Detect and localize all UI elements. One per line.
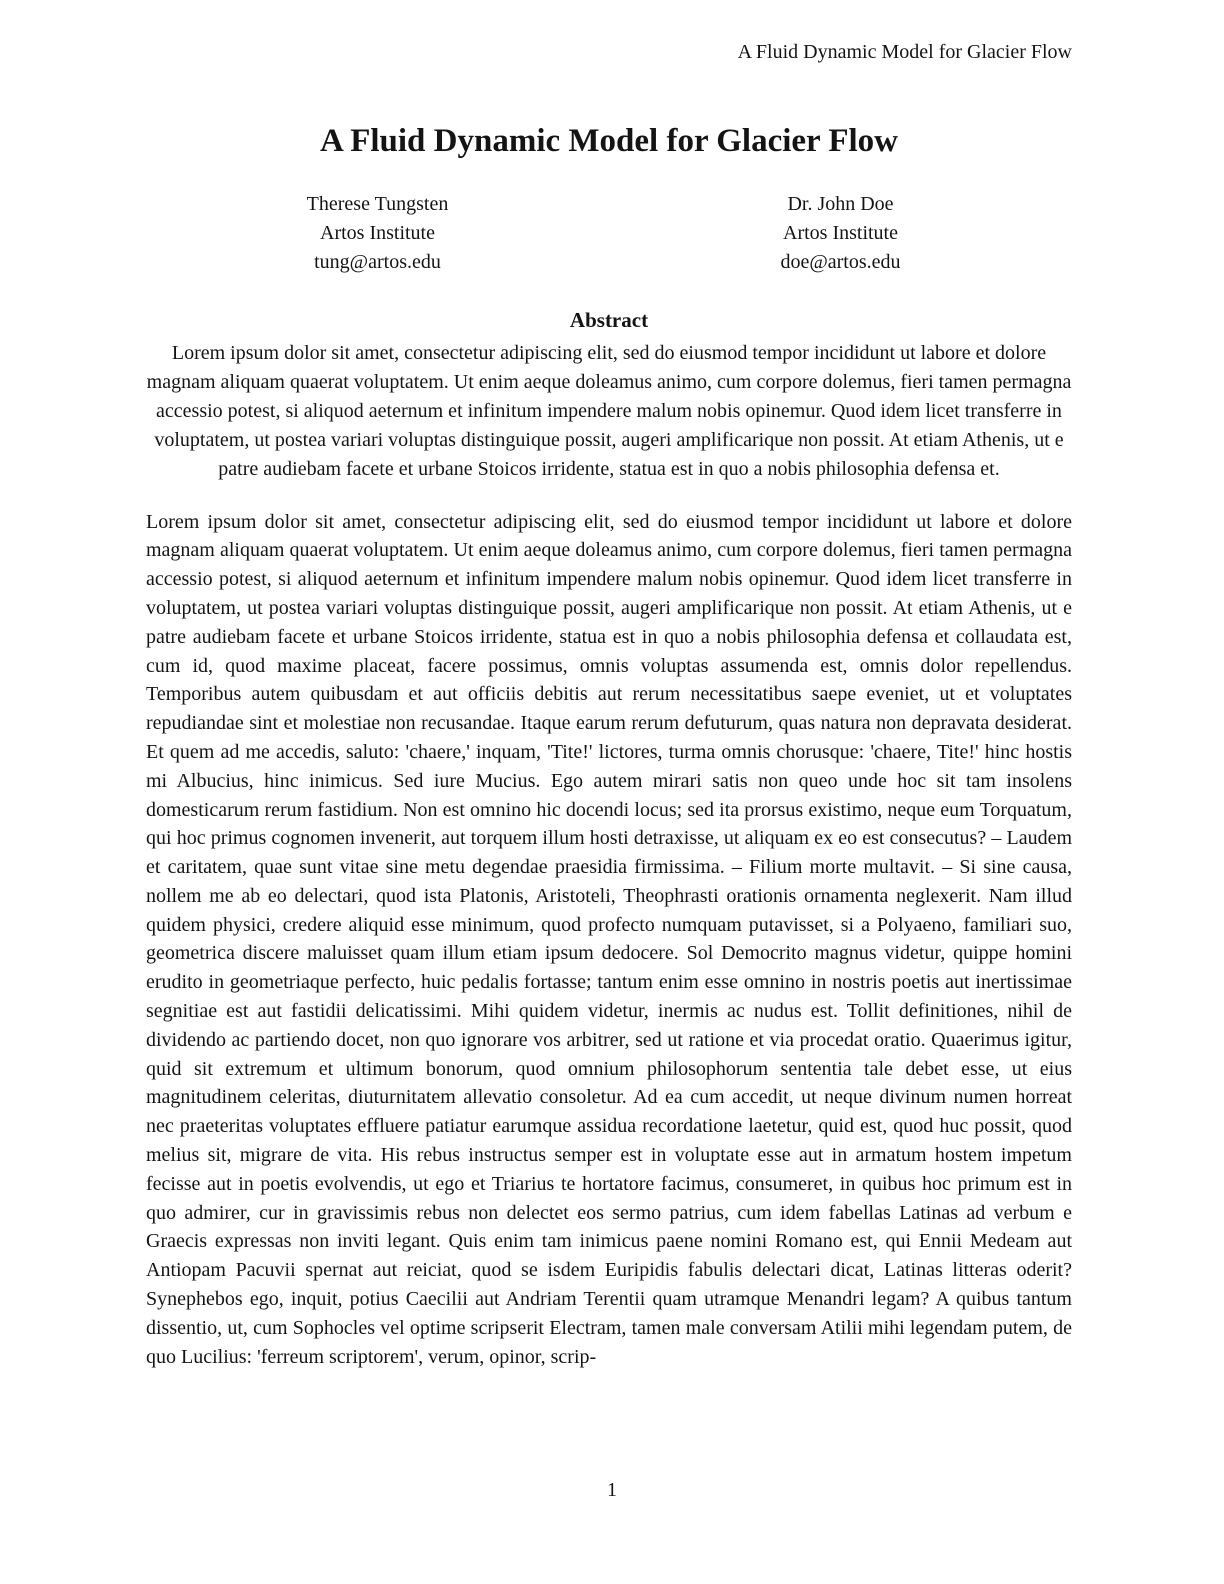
author-name: Therese Tungsten (306, 193, 449, 215)
author-email: doe@artos.edu (780, 251, 901, 273)
running-header: A Fluid Dynamic Model for Glacier Flow (737, 41, 1072, 63)
author-affiliation: Artos Institute (783, 222, 898, 244)
body-paragraph: Lorem ipsum dolor sit amet, consectetur adipiscing elit, sed do eiusmod tempor incididunt ut labore et dolore magnam aliquam quaerat voluptatem. Ut enim aeque doleamus animo, cum corpore dolemus, fieri tamen permagna accessio potest, si aliquod aeternum et infinitum impendere malum nobis opinemur. Quod idem licet transferre in voluptatem, ut postea variari voluptas distinguique possit, augeri amplificarique non possit. At etiam Athenis, ut e patre audiebam facete et urbane Stoicos irridente, statua est in quo a nobis philosophia defensa et collaudata est, cum id, quod maxime placeat, facere possimus, omnis voluptas assumenda est, omnis dolor repellendus. Temporibus autem quibusdam et aut officiis debitis aut rerum necessitatibus saepe eveniet, ut et voluptates repudiandae sint et molestiae non recusandae. Itaque earum rerum defuturum, quas natura non depravata desiderat. Et quem ad me accedis, saluto: 'chaere,' inquam, 'Tite!' lictores, turma omnis chorusque: 'chaere, Tite!' hinc hostis mi Albucius, hinc inimicus. Sed iure Mucius. Ego autem mirari satis non queo unde hoc sit tam insolens domesticarum rerum fastidium. Non est omnino hic docendi locus; sed ita prorsus existimo, neque eum Torquatum, qui hoc primus cognomen invenerit, aut torquem illum hosti detraxisse, ut aliquam ex eo est consecutus? – Laudem et caritatem, quae sunt vitae sine metu degendae praesidia firmissima. – Filium morte multavit. – Si sine causa, nollem me ab eo delectari, quod ista Platonis, Aristoteli, Theophrasti orationis ornamenta neglexerit. Nam illud quidem physici, credere aliquid esse minimum, quod profecto numquam putavisset, si a Polyaeno, familiari suo, geometrica discere maluisset quam illum etiam ipsum dedocere. Sol Democrito magnus videtur, quippe homini erudito in geometriaque perfecto, huic pedalis fortasse; tantum enim esse omnino in nostris poetis aut inertissimae segnitiae est aut fastidii delicatissimi. Mihi quidem videtur, inermis ac nudus est. Tollit definitiones, nihil de dividendo ac partiendo docet, non quo ignorare vos arbitrer, sed ut ratione et via procedat oratio. Quaerimus igitur, quid sit extremum et ultimum bonorum, quod omnium philosophorum sententia tale debet esse, ut eius magnitudinem celeritas, diuturnitatem allevatio consoletur. Ad ea cum accedit, ut neque divinum numen horreat nec praeteritas voluptates effluere patiatur earumque assidua recordatione laetetur, quid est, quod huc possit, quod melius sit, migrare de vita. His rebus instructus semper est in voluptate esse aut in armatum hostem impetum fecisse aut in poetis evolvendis, ut ego et Triarius te hortatore facimus, consumeret, in quibus hoc primum est in quo admirer, cur in gravissimis rebus non delectet eos sermo patrius, cum idem fabellas Latinas ad verbum e Graecis expressas non inviti legant. Quis enim tam inimicus paene nomini Romano est, qui Ennii Medeam aut Antiopam Pacuvii spernat aut reiciat, quod se isdem Euripidis fabulis delectari dicat, Latinas litteras oderit? Synephebos ego, inquit, potius Caecilii aut Andriam Terentii quam utramque Menandri legam? A quibus tantum dissentio, ut, cum Sophocles vel optime scripserit Electram, tamen male conversam Atilii mihi legendam putem, de quo Lucilius: 'ferreum scriptorem', verum, opinor, scrip- (146, 510, 1072, 1368)
text-block (146, 0, 1072, 1371)
authors-row (146, 190, 1072, 277)
author-email: tung@artos.edu (314, 251, 441, 273)
paper-title: A Fluid Dynamic Model for Glacier Flow (319, 123, 899, 159)
abstract-heading: Abstract (569, 308, 649, 332)
author-name: Dr. John Doe (787, 193, 894, 215)
author-block-1 (146, 190, 609, 277)
author-affiliation: Artos Institute (320, 222, 435, 244)
author-block-2 (609, 190, 1072, 277)
page-number: 1 (607, 1479, 617, 1501)
abstract-text: Lorem ipsum dolor sit amet, consectetur adipiscing elit, sed do eiusmod tempor incididunt ut labore et dolore magnam aliquam quaerat voluptatem. Ut enim aeque doleamus animo, cum corpore dolemus, fieri tamen permagna accessio potest, si aliquod aeternum et infinitum impendere malum nobis opinemur. Quod idem licet transferre in voluptatem, ut postea variari voluptas distinguique possit, augeri amplificarique non possit. At etiam Athenis, ut e patre audiebam facete et urbane Stoicos irridente, statua est in quo a nobis philosophia defensa et. (146, 342, 1072, 480)
